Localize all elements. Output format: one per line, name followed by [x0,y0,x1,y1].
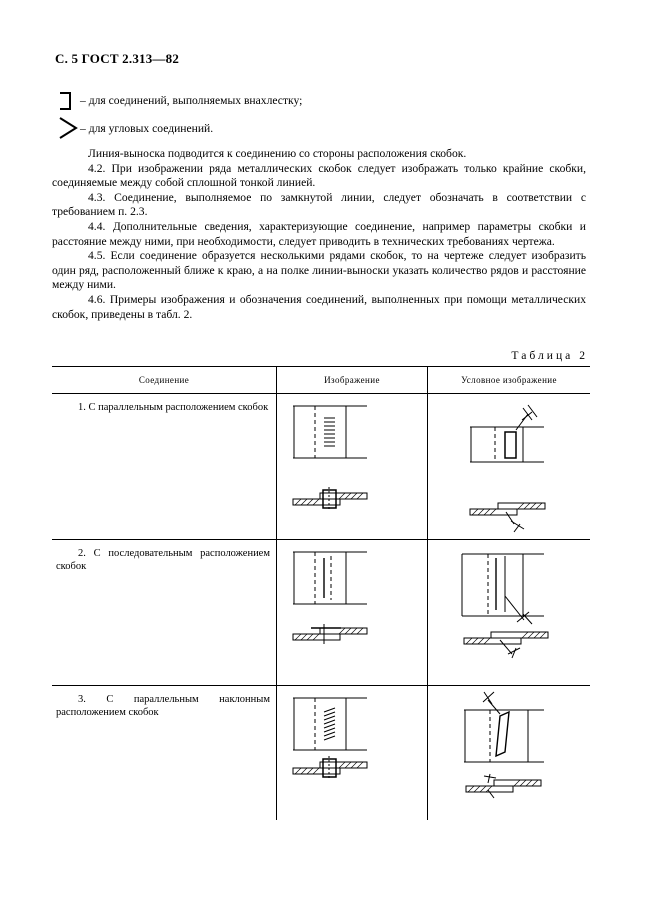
staple-joints-table [52,366,590,820]
drawing-parallel [277,394,427,539]
drawing-inclined [277,686,427,820]
paragraph: 4.3. Соединение, выполняемое по замкнутой линии, следует обозначать в соответствии с требованием п. 2.3. [52,190,586,219]
body-text [52,147,586,322]
paragraph: 4.4. Дополнительные сведения, характеризующие соединение, например параметры скобки и расстояние между ними, при необходимости, следует приводить в технических требованиях чертежа. [52,219,586,248]
column-header: Условное изображение [428,367,591,394]
paragraph: 4.5. Если соединение образуется несколькими рядами скобок, то на чертеже следует изобразить один ряд, расположенный ближе к краю, а на полке линии-выноски указать количество рядов и расстояние между ними. [52,249,586,292]
row-label: 2. С последовательным расположением скобок [56,548,270,572]
symbol-text: – для угловых соединений. [80,122,214,135]
drawing-sequential [277,540,427,685]
symbol-parallel [428,394,590,539]
symbol-sequential [428,540,590,685]
page-header: С. 5 ГОСТ 2.313—82 [55,51,180,66]
row-label: 1. С параллельным расположением скобок [78,402,269,413]
table-row [52,686,590,821]
bracket-symbol-icon [58,91,74,111]
row-label: 3. С параллельным наклонным расположением скобок [56,694,270,718]
column-header: Соединение [52,367,277,394]
table-row [52,540,590,686]
paragraph: 4.2. При изображении ряда металлических скобок следует изображать только крайние скобки, соединяемые между собой сплошной тонкой линией. [52,161,586,190]
table-row [52,394,590,540]
symbol-text: – для соединений, выполняемых внахлестку; [80,94,303,107]
column-header: Изображение [277,367,428,394]
table-caption: Таблица 2 [511,349,588,362]
symbol-inclined [428,686,590,820]
paragraph: 4.6. Примеры изображения и обозначения соединений, выполненных при помощи металлических скобок, приведены в табл. 2. [52,292,586,321]
angle-symbol-icon [58,116,80,140]
paragraph: Линия-выноска подводится к соединению со стороны расположения скобок. [88,147,467,160]
